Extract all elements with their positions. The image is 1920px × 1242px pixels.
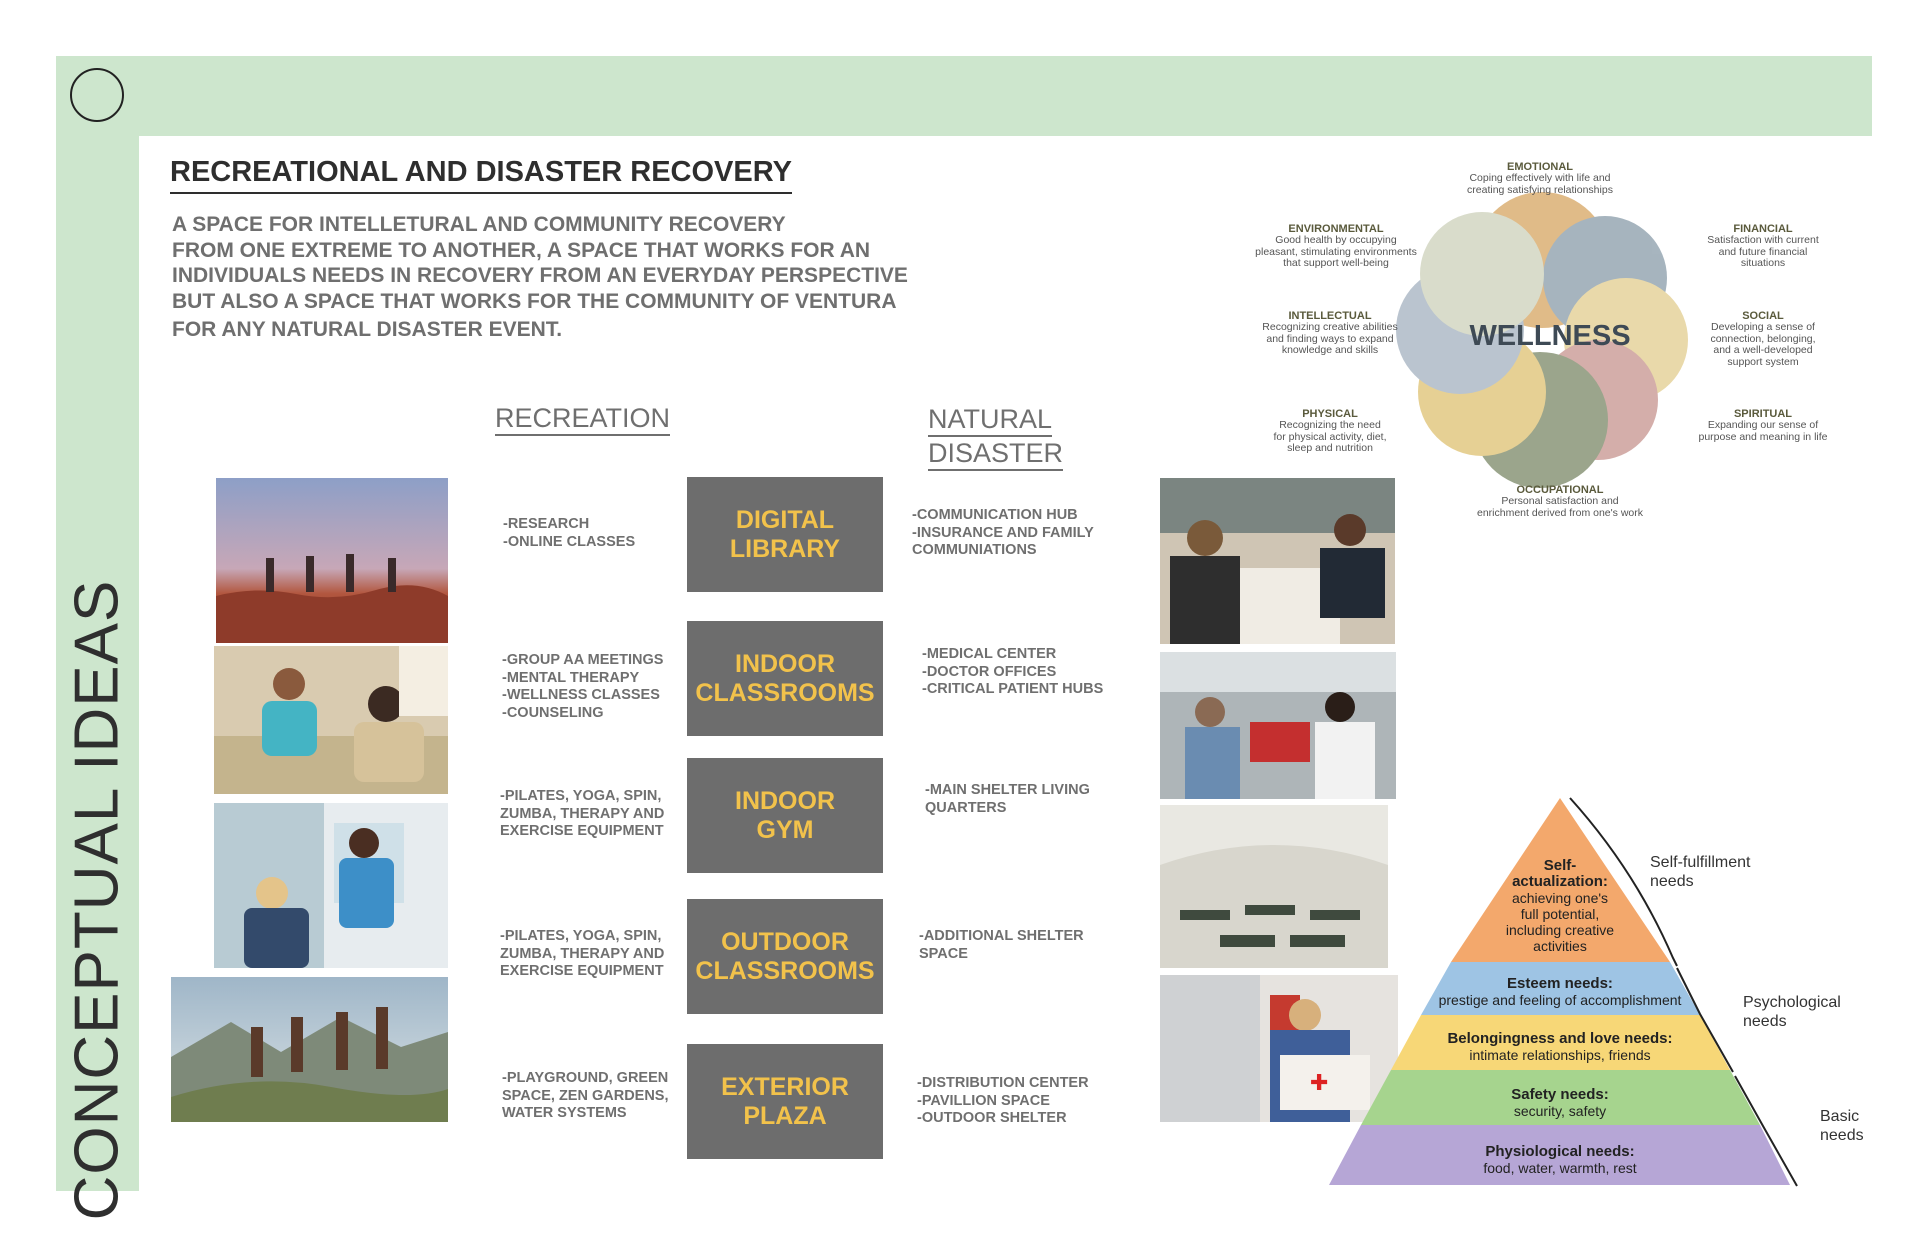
- yoga-sunset-photo: [216, 478, 448, 643]
- disaster-list: -ADDITIONAL SHELTER SPACE: [919, 928, 1084, 962]
- box-line2: PLAZA: [743, 1101, 827, 1130]
- disaster-list: -MEDICAL CENTER -DOCTOR OFFICES -CRITICAL PATIENT HUBS: [922, 646, 1104, 697]
- pyramid-safety-text: [1400, 1087, 1720, 1119]
- wellness-environmental-desc: Good health by occupying pleasant, stimulating environments that support well-being: [1255, 234, 1417, 269]
- digital-library-box: [687, 477, 883, 592]
- recreation-list: -GROUP AA MEETINGS -MENTAL THERAPY -WELLNESS CLASSES -COUNSELING: [502, 652, 664, 721]
- box-line1: EXTERIOR: [721, 1072, 849, 1101]
- box-line2: CLASSROOMS: [695, 678, 875, 707]
- box-line1: DIGITAL: [735, 505, 835, 534]
- box-line1: OUTDOOR: [721, 927, 849, 956]
- label-basic: Basic needs: [1820, 1108, 1864, 1144]
- intro-paragraph: [172, 212, 952, 343]
- wellness-social-title: SOCIAL: [1742, 310, 1784, 322]
- recreation-heading: RECREATION: [495, 403, 670, 436]
- pyramid-level4-desc: prestige and feeling of accomplishment: [1438, 992, 1682, 1008]
- medical-center-photo: [1160, 652, 1396, 799]
- circle-badge: [70, 68, 124, 122]
- recreation-list: -PILATES, YOGA, SPIN, ZUMBA, THERAPY AND EXERCISE EQUIPMENT: [500, 928, 665, 979]
- pyramid-level3-title: Belongingness and love needs:: [1447, 1030, 1673, 1047]
- wellness-financial-desc: Satisfaction with current and future financial situations: [1707, 234, 1819, 269]
- intro-line: FROM ONE EXTREME TO ANOTHER, A SPACE THAT WORKS FOR AN: [172, 238, 871, 262]
- pyramid-level1-title: Physiological needs:: [1485, 1143, 1635, 1160]
- wellness-physical: [1255, 408, 1405, 455]
- wellness-physical-title: PHYSICAL: [1302, 408, 1358, 420]
- wellness-occupational: [1455, 484, 1665, 519]
- wellness-financial: [1688, 223, 1838, 270]
- wellness-intellectual-desc: Recognizing creative abilities and finding ways to expand knowledge and skills: [1262, 321, 1398, 356]
- box-line2: GYM: [756, 815, 814, 844]
- wellness-social-desc: Developing a sense of connection, belonging, and a well-developed support system: [1710, 321, 1816, 368]
- wellness-environmental: [1245, 223, 1427, 270]
- outdoor-classrooms-box: [687, 899, 883, 1014]
- wellness-financial-title: FINANCIAL: [1733, 223, 1793, 235]
- wellness-occupational-title: OCCUPATIONAL: [1516, 484, 1604, 496]
- intro-line: A SPACE FOR INTELLETURAL AND COMMUNITY RECOVERY: [172, 213, 786, 236]
- recreation-list: -RESEARCH -ONLINE CLASSES: [503, 516, 636, 550]
- wellness-spiritual: [1680, 408, 1846, 443]
- pyramid-self-actualization-text: [1480, 858, 1640, 954]
- disaster-list: -MAIN SHELTER LIVING QUARTERS: [925, 782, 1090, 816]
- intro-line: BUT ALSO A SPACE THAT WORKS FOR THE COMMUNITY OF VENTURA: [172, 289, 897, 313]
- pyramid-level1-desc: food, water, warmth, rest: [1483, 1160, 1637, 1176]
- intro-line: FOR ANY NATURAL DISASTER EVENT.: [172, 318, 563, 341]
- natural-disaster-line1: NATURAL: [928, 403, 1052, 437]
- label-self-fulfillment: Self-fulfillment needs: [1650, 854, 1751, 890]
- wellness-label: WELLNESS: [1469, 320, 1631, 352]
- indoor-classrooms-box: [687, 621, 883, 736]
- intro-line: INDIVIDUALS NEEDS IN RECOVERY FROM AN EVERYDAY PERSPECTIVE: [172, 264, 908, 287]
- recreation-list: -PILATES, YOGA, SPIN, ZUMBA, THERAPY AND EXERCISE EQUIPMENT: [500, 788, 665, 839]
- pyramid-level5-title: Self- actualization:: [1512, 857, 1608, 890]
- hiking-photo: [171, 977, 448, 1122]
- wellness-emotional: [1440, 161, 1640, 196]
- pyramid-esteem-text: [1400, 976, 1720, 1008]
- gym-therapy-photo: [214, 803, 448, 968]
- pyramid-belonging-text: [1400, 1031, 1720, 1063]
- wellness-intellectual-title: INTELLECTUAL: [1288, 310, 1372, 322]
- natural-disaster-line2: DISASTER: [928, 437, 1063, 471]
- counseling-photo: [214, 646, 448, 794]
- indoor-gym-box: [687, 758, 883, 873]
- pyramid-level2-title: Safety needs:: [1511, 1086, 1609, 1103]
- wellness-physical-desc: Recognizing the need for physical activity, diet, sleep and nutrition: [1273, 419, 1387, 454]
- pyramid-level2-desc: security, safety: [1513, 1103, 1607, 1119]
- petal-environmental: [1420, 212, 1544, 336]
- label-psychological: Psychological needs: [1743, 994, 1841, 1030]
- recreation-list: -PLAYGROUND, GREEN SPACE, ZEN GARDENS, WATER SYSTEMS: [502, 1070, 669, 1121]
- side-title: CONCEPTUAL IDEAS: [62, 579, 132, 1221]
- wellness-social: [1688, 310, 1838, 368]
- box-line2: LIBRARY: [729, 534, 841, 563]
- pyramid-physiological-text: [1400, 1144, 1720, 1176]
- svg-text:✚: ✚: [1310, 1071, 1329, 1096]
- pyramid-level3-desc: intimate relationships, friends: [1469, 1047, 1651, 1063]
- box-line1: INDOOR: [735, 786, 835, 815]
- wellness-environmental-title: ENVIRONMENTAL: [1288, 223, 1384, 235]
- wellness-spiritual-title: SPIRITUAL: [1733, 408, 1793, 420]
- disaster-list: -COMMUNICATION HUB -INSURANCE AND FAMILY COMMUNIATIONS: [912, 507, 1094, 558]
- wellness-emotional-desc: Coping effectively with life and creating satisfying relationships: [1467, 172, 1613, 196]
- wellness-emotional-title: EMOTIONAL: [1507, 161, 1573, 173]
- page-title: RECREATIONAL AND DISASTER RECOVERY: [170, 156, 792, 194]
- disaster-list: -DISTRIBUTION CENTER -PAVILLION SPACE -OUTDOOR SHELTER: [917, 1075, 1089, 1126]
- box-line2: CLASSROOMS: [695, 956, 875, 985]
- communication-hub-photo: [1160, 478, 1395, 644]
- box-line1: INDOOR: [735, 649, 835, 678]
- exterior-plaza-box: [687, 1044, 883, 1159]
- wellness-intellectual: [1245, 310, 1415, 357]
- pyramid-level4-title: Esteem needs:: [1507, 975, 1613, 992]
- pyramid-level5-desc: achieving one's full potential, including creative activities: [1505, 890, 1615, 954]
- wellness-spiritual-desc: Expanding our sense of purpose and meaning in life: [1698, 419, 1828, 443]
- header-band: [56, 56, 1872, 136]
- natural-disaster-heading: [928, 403, 1063, 471]
- wellness-occupational-desc: Personal satisfaction and enrichment derived from one's work: [1477, 495, 1643, 519]
